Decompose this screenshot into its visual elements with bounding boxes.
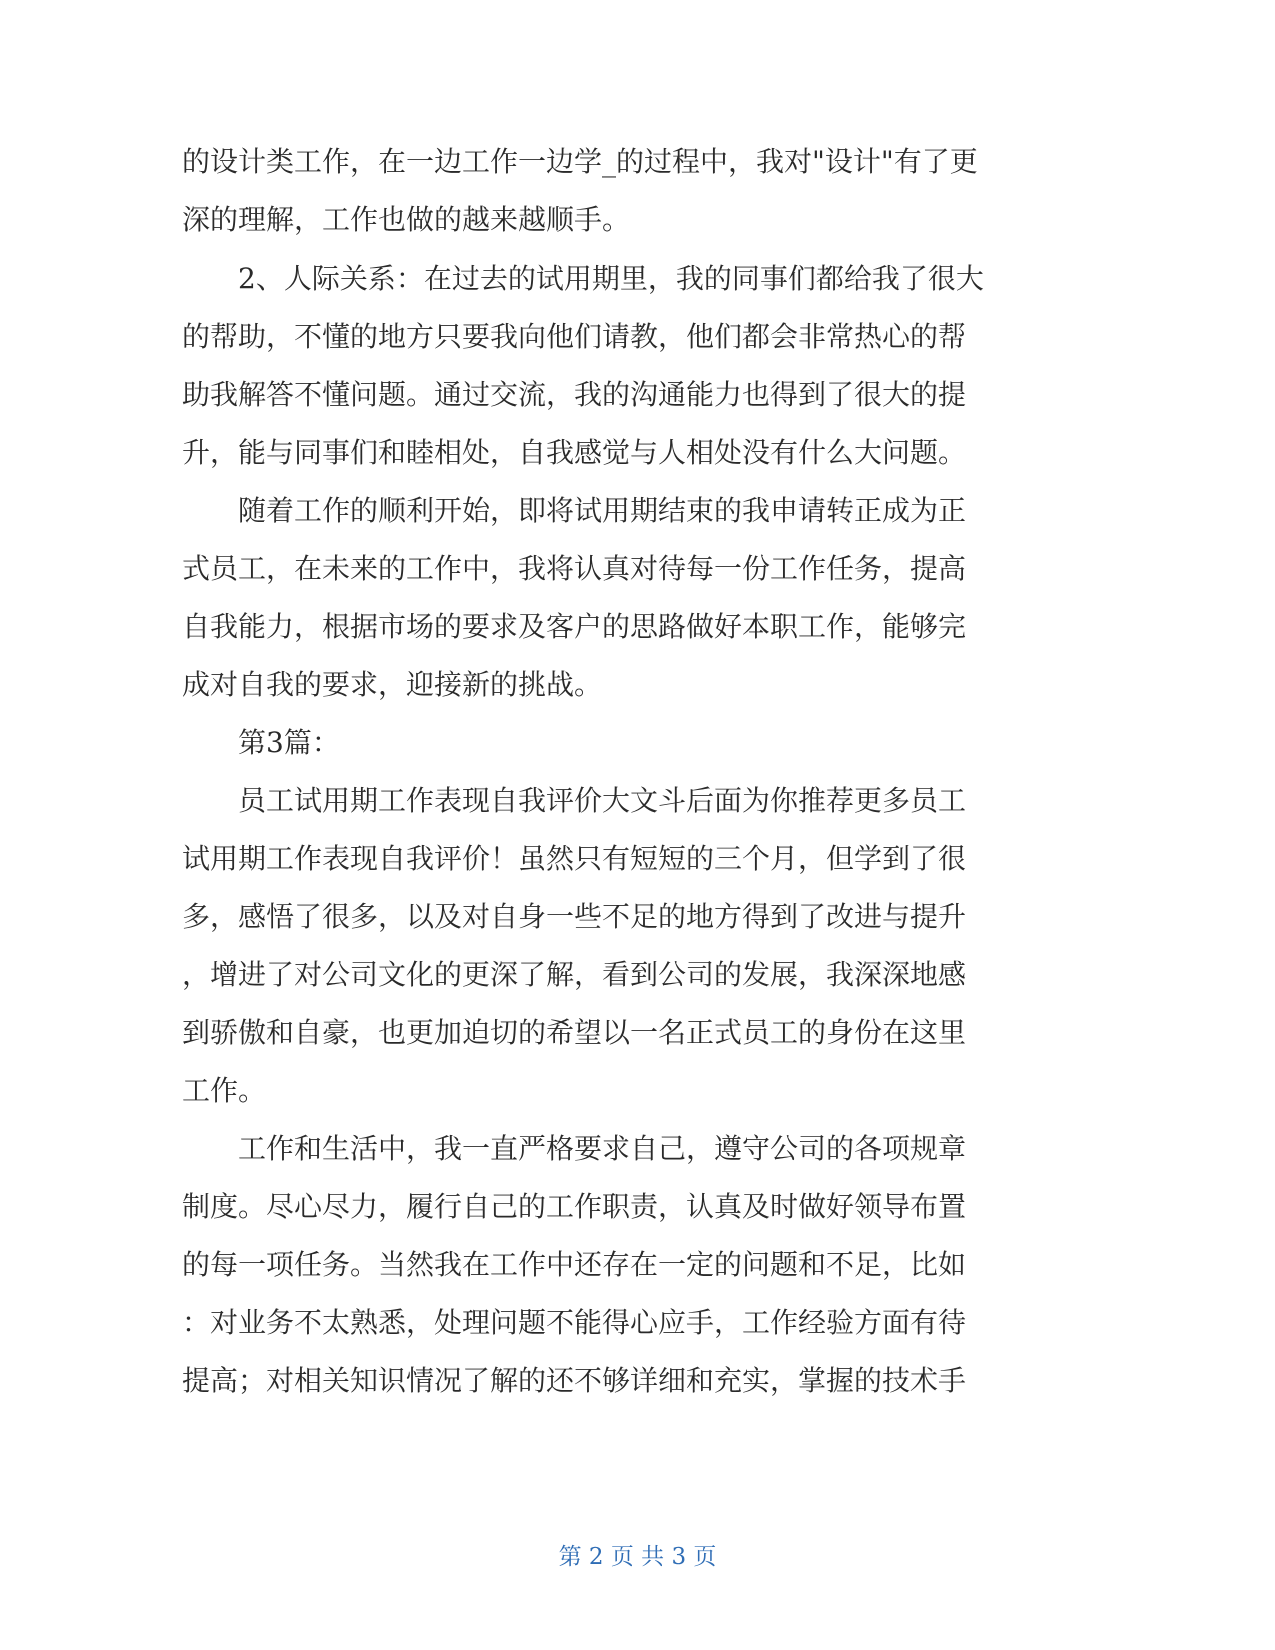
text-line — [0, 897, 1275, 937]
text-line-content: 员工试用期工作表现自我评价大文斗后面为你推荐更多员工 — [238, 784, 967, 817]
text-line-content: 助我解答不懂问题。通过交流，我的沟通能力也得到了很大的提 — [182, 378, 967, 411]
text-line-content: 制度。尽心尽力，履行自己的工作职责，认真及时做好领导布置 — [182, 1190, 967, 1223]
text-line-content: 式员工，在未来的工作中，我将认真对待每一份工作任务，提高 — [182, 552, 967, 585]
text-line-content: 的帮助，不懂的地方只要我向他们请教，他们都会非常热心的帮 — [182, 320, 967, 353]
text-line-content: 多，感悟了很多，以及对自身一些不足的地方得到了改进与提升 — [182, 900, 967, 933]
text-line — [0, 955, 1275, 995]
text-line — [0, 200, 1275, 240]
text-line-content: 工作。 — [182, 1074, 267, 1107]
text-line — [0, 1013, 1275, 1053]
text-line — [0, 1303, 1275, 1343]
text-line — [0, 375, 1275, 415]
text-line-content: ，增进了对公司文化的更深了解，看到公司的发展，我深深地感 — [182, 958, 967, 991]
text-line — [0, 1129, 1275, 1169]
text-line — [0, 142, 1275, 182]
page-number-footer: 第 2 页 共 3 页 — [558, 1544, 717, 1570]
text-line-content: 的每一项任务。当然我在工作中还存在一定的问题和不足，比如 — [182, 1248, 967, 1281]
text-line-content: 工作和生活中，我一直严格要求自己，遵守公司的各项规章 — [238, 1132, 967, 1165]
text-line — [0, 549, 1275, 589]
text-line-content: 到骄傲和自豪，也更加迫切的希望以一名正式员工的身份在这里 — [182, 1016, 967, 1049]
text-line-content: 升，能与同事们和睦相处，自我感觉与人相处没有什么大问题。 — [182, 436, 967, 469]
text-line-content: 成对自我的要求，迎接新的挑战。 — [182, 668, 603, 701]
text-line — [0, 491, 1275, 531]
text-line-content: 的设计类工作，在一边工作一边学_的过程中，我对"设计"有了更 — [182, 145, 978, 178]
text-line-content: 2、人际关系：在过去的试用期里，我的同事们都给我了很大 — [238, 262, 984, 295]
text-line — [0, 1071, 1275, 1111]
text-line-content: 提高；对相关知识情况了解的还不够详细和充实，掌握的技术手 — [182, 1364, 967, 1397]
text-line — [0, 1187, 1275, 1227]
text-line-content: 深的理解，工作也做的越来越顺手。 — [182, 203, 631, 236]
text-line — [0, 607, 1275, 647]
text-line-content: 第3篇： — [238, 726, 340, 759]
text-line-content: 随着工作的顺利开始，即将试用期结束的我申请转正成为正 — [238, 494, 967, 527]
text-line — [0, 259, 1275, 299]
text-line — [0, 781, 1275, 821]
text-line — [0, 1245, 1275, 1285]
text-line-content: 自我能力，根据市场的要求及客户的思路做好本职工作，能够完 — [182, 610, 967, 643]
text-line — [0, 317, 1275, 357]
section-heading — [0, 723, 1275, 763]
text-line-content: ：对业务不太熟悉，处理问题不能得心应手，工作经验方面有待 — [182, 1306, 967, 1339]
text-line — [0, 839, 1275, 879]
text-line — [0, 665, 1275, 705]
text-line-content: 试用期工作表现自我评价！虽然只有短短的三个月，但学到了很 — [182, 842, 967, 875]
text-line — [0, 1361, 1275, 1401]
text-line — [0, 433, 1275, 473]
